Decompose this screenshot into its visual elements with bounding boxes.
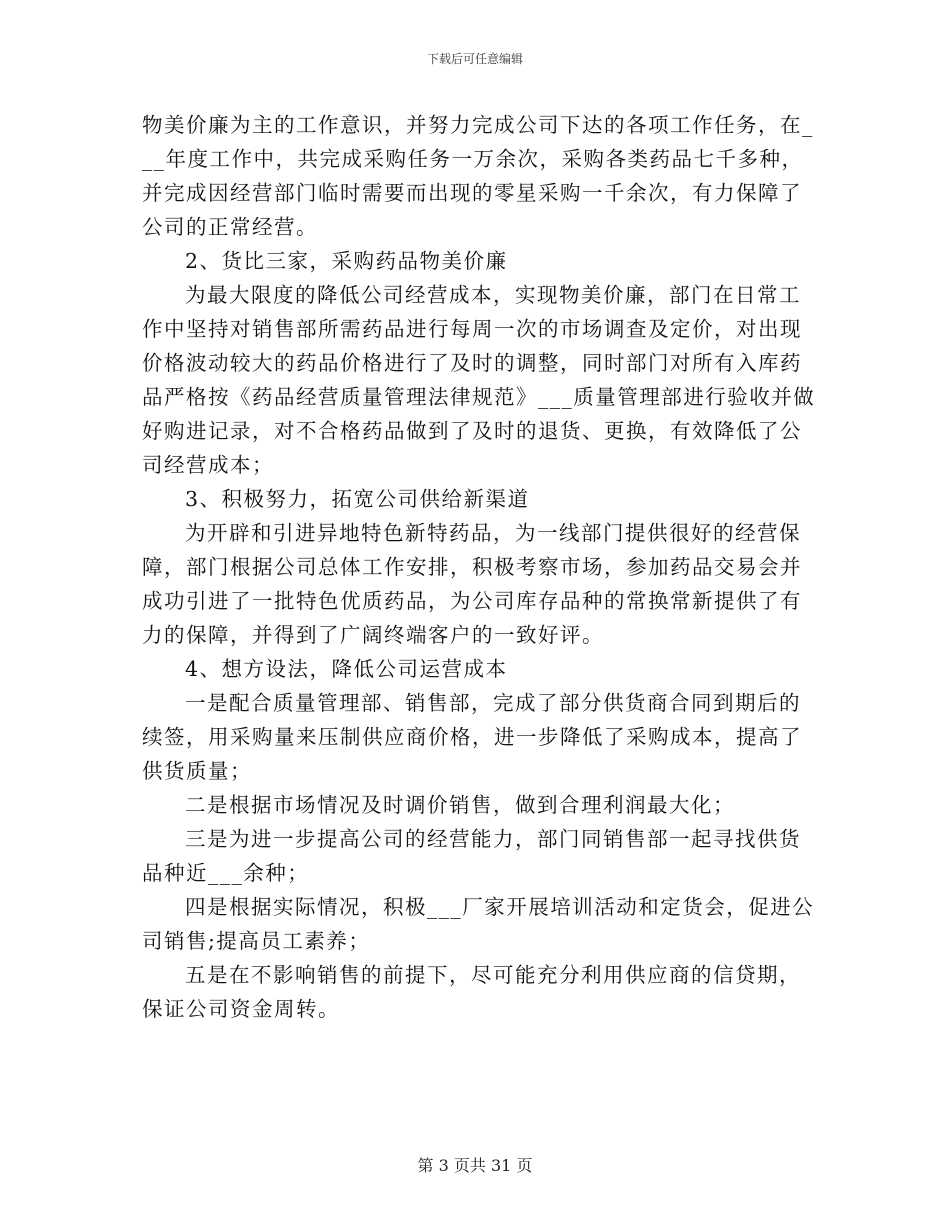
text-line: 供货质量； xyxy=(142,759,252,783)
text-line: 3、积极努力，拓宽公司供给新渠道 xyxy=(185,487,530,511)
text-line: 四是根据实际情况，积极___厂家开展培训活动和定货会，促进公 xyxy=(185,895,815,919)
text-line: 公司的正常经营。 xyxy=(142,215,318,239)
text-line: 作中坚持对销售部所需药品进行每周一次的市场调查及定价，对出现 xyxy=(142,317,802,341)
text-line: 成功引进了一批特色优质药品，为公司库存品种的常换常新提供了有 xyxy=(142,589,802,613)
text-line: 物美价廉为主的工作意识，并努力完成公司下达的各项工作任务，在_ xyxy=(142,113,814,137)
text-line: 三是为进一步提高公司的经营能力，部门同销售部一起寻找供货 xyxy=(185,827,801,851)
text-line: 障，部门根据公司总体工作安排，积极考察市场，参加药品交易会并 xyxy=(142,555,802,579)
text-line: 为开辟和引进异地特色新特药品，为一线部门提供很好的经营保 xyxy=(185,521,801,545)
text-line: 五是在不影响销售的前提下，尽可能充分利用供应商的信贷期， xyxy=(185,963,801,987)
text-line: 品严格按《药品经营质量管理法律规范》___质量管理部进行验收并做 xyxy=(142,385,816,409)
text-line: 好购进记录，对不合格药品做到了及时的退货、更换，有效降低了公 xyxy=(142,419,802,443)
text-line: 保证公司资金周转。 xyxy=(142,997,340,1021)
text-line: 力的保障，并得到了广阔终端客户的一致好评。 xyxy=(142,623,604,647)
text-line: 司销售;提高员工素养； xyxy=(142,929,371,953)
text-line: 为最大限度的降低公司经营成本，实现物美价廉，部门在日常工 xyxy=(185,283,801,307)
text-line: 价格波动较大的药品价格进行了及时的调整，同时部门对所有入库药 xyxy=(142,351,802,375)
document-body xyxy=(142,108,816,1026)
text-line: 二是根据市场情况及时调价销售，做到合理利润最大化； xyxy=(185,793,735,817)
text-line: 2、货比三家，采购药品物美价廉 xyxy=(185,249,508,273)
text-line: 续签，用采购量来压制供应商价格，进一步降低了采购成本，提高了 xyxy=(142,725,802,749)
text-line: 并完成因经营部门临时需要而出现的零星采购一千余次，有力保障了 xyxy=(142,181,802,205)
page-number: 第 3 页共 31 页 xyxy=(417,1156,533,1175)
text-line: 司经营成本； xyxy=(142,453,274,477)
text-line: 4、想方设法，降低公司运营成本 xyxy=(185,657,508,681)
text-line: 品种近___余种； xyxy=(142,861,310,885)
page-header-note: 下载后可任意编辑 xyxy=(426,52,523,66)
text-line: 一是配合质量管理部、销售部，完成了部分供货商合同到期后的 xyxy=(185,691,801,715)
text-line: __年度工作中，共完成采购任务一万余次，采购各类药品七千多种， xyxy=(142,147,804,171)
